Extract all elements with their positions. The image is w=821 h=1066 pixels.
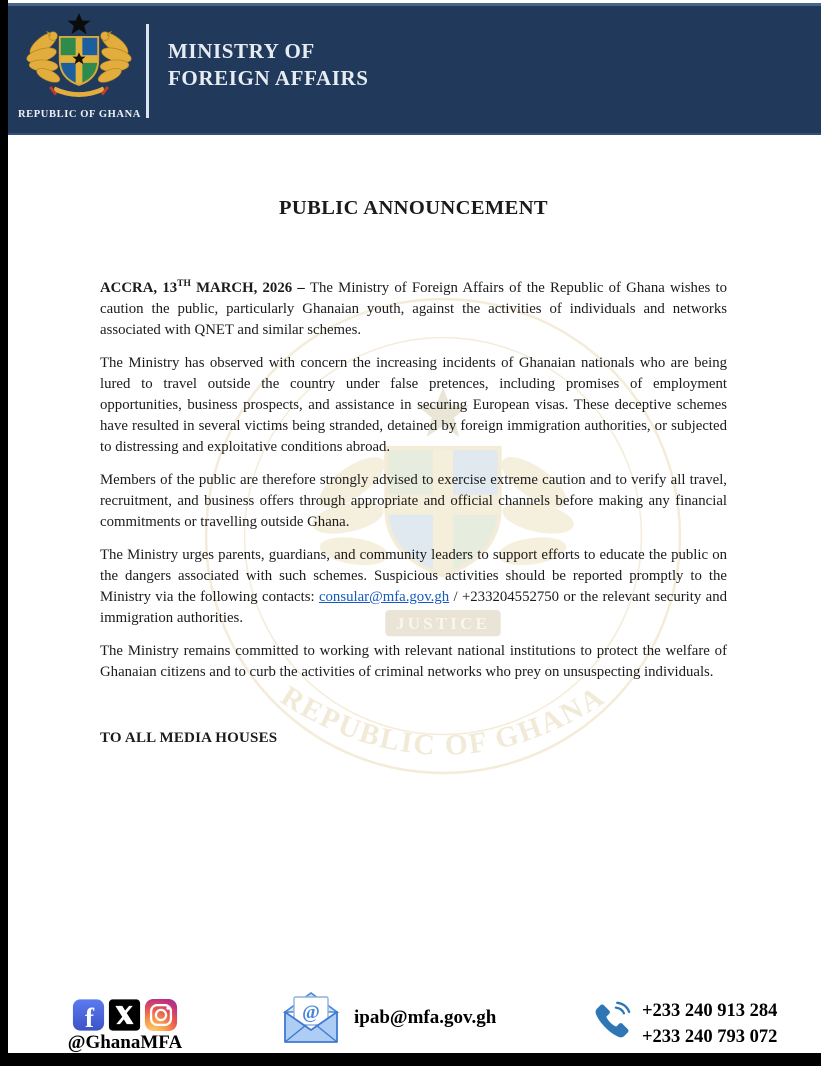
envelope-icon xyxy=(281,991,341,1045)
svg-text:f: f xyxy=(84,1001,95,1032)
dateline-ordinal: TH xyxy=(177,279,191,290)
right-eagle xyxy=(96,28,133,85)
letterhead xyxy=(8,3,821,135)
footer-email-block xyxy=(281,991,496,1045)
ministry-title xyxy=(168,38,369,92)
page-title: PUBLIC ANNOUNCEMENT xyxy=(279,197,548,219)
announcement-body xyxy=(100,183,727,747)
consular-email-link[interactable]: consular@mfa.gov.gh xyxy=(318,589,450,605)
scan-edge-left xyxy=(0,0,8,1066)
footer-phone-block xyxy=(591,998,777,1050)
footer-social-block xyxy=(55,998,195,1054)
facebook-icon[interactable] xyxy=(72,998,105,1032)
social-handle: @GhanaMFA xyxy=(67,1032,183,1053)
x-twitter-icon[interactable] xyxy=(108,998,141,1032)
paragraph-2: The Ministry has observed with concern the increasing incidents of Ghanaian nationals who are being lured to travel outside the country under false pretences, including promises of employment opportunities, business prospects, and assistance in securing European visas. These deceptive schemes have resulted in several victims being stranded, detained by foreign immigration authorities, or subjected to distressing and exploitative conditions abroad. xyxy=(100,355,727,455)
dateline-bold xyxy=(100,280,310,296)
paragraph-5: The Ministry remains committed to working with relevant national institutions to protect the welfare of Ghanaian citizens and to curb the activities of criminal networks who prey on unsuspecting individuals. xyxy=(100,643,727,680)
paragraph-4 xyxy=(100,545,727,629)
instagram-icon[interactable] xyxy=(144,998,178,1032)
phone-icon xyxy=(591,998,633,1042)
dateline-rest: MARCH, 2026 – xyxy=(190,280,310,296)
black-star xyxy=(67,13,90,34)
media-houses-line: TO ALL MEDIA HOUSES xyxy=(100,730,278,746)
social-icons-row xyxy=(55,998,195,1032)
paragraph-4-before-link: The Ministry urges parents, guardians, and community leaders to support efforts to educate the public on the dangers associated with such schemes. Suspicious activities should be reported promptly to the Ministry via the following contacts: xyxy=(100,547,727,605)
paragraph-1-text: The Ministry of Foreign Affairs of the Republic of Ghana wishes to caution the public, particularly Ghanaian youth, against the activities of individuals and networks associated with QNET and similar schemes. xyxy=(100,280,727,338)
scroll-ribbon xyxy=(54,89,104,95)
ministry-title-line2: FOREIGN AFFAIRS xyxy=(168,66,369,90)
shield xyxy=(60,37,98,87)
phone-number-1: +233 240 913 284 xyxy=(642,1001,778,1021)
paragraph-3: Members of the public are therefore strongly advised to exercise extreme caution and to verify all travel, recruitment, and business offers through appropriate and official channels before making any financial commitments or travelling outside Ghana. xyxy=(100,472,727,530)
paragraph-4-after-link: / +233204552750 or the relevant security and immigration authorities. xyxy=(100,589,728,626)
watermark-ribbon-text: JUSTICE xyxy=(396,614,490,634)
watermark-arc-text: REPUBLIC OF GHANA xyxy=(275,680,611,763)
left-eagle xyxy=(25,28,62,85)
coat-of-arms-icon xyxy=(21,12,137,108)
footer-phone-numbers xyxy=(642,998,777,1050)
scan-edge-bottom xyxy=(0,1053,821,1066)
phone-number-2: +233 240 793 072 xyxy=(642,1027,778,1047)
svg-text:@: @ xyxy=(302,1002,320,1023)
footer-email-address: ipab@mfa.gov.gh xyxy=(354,1007,497,1028)
republic-label: REPUBLIC OF GHANA xyxy=(18,109,141,120)
ghana-coat-of-arms xyxy=(18,12,140,134)
dateline-city-date: ACCRA, 13 xyxy=(100,280,178,296)
ministry-title-line1: MINISTRY OF xyxy=(168,39,315,63)
paragraph-dateline xyxy=(100,278,727,341)
header-divider xyxy=(146,24,149,118)
